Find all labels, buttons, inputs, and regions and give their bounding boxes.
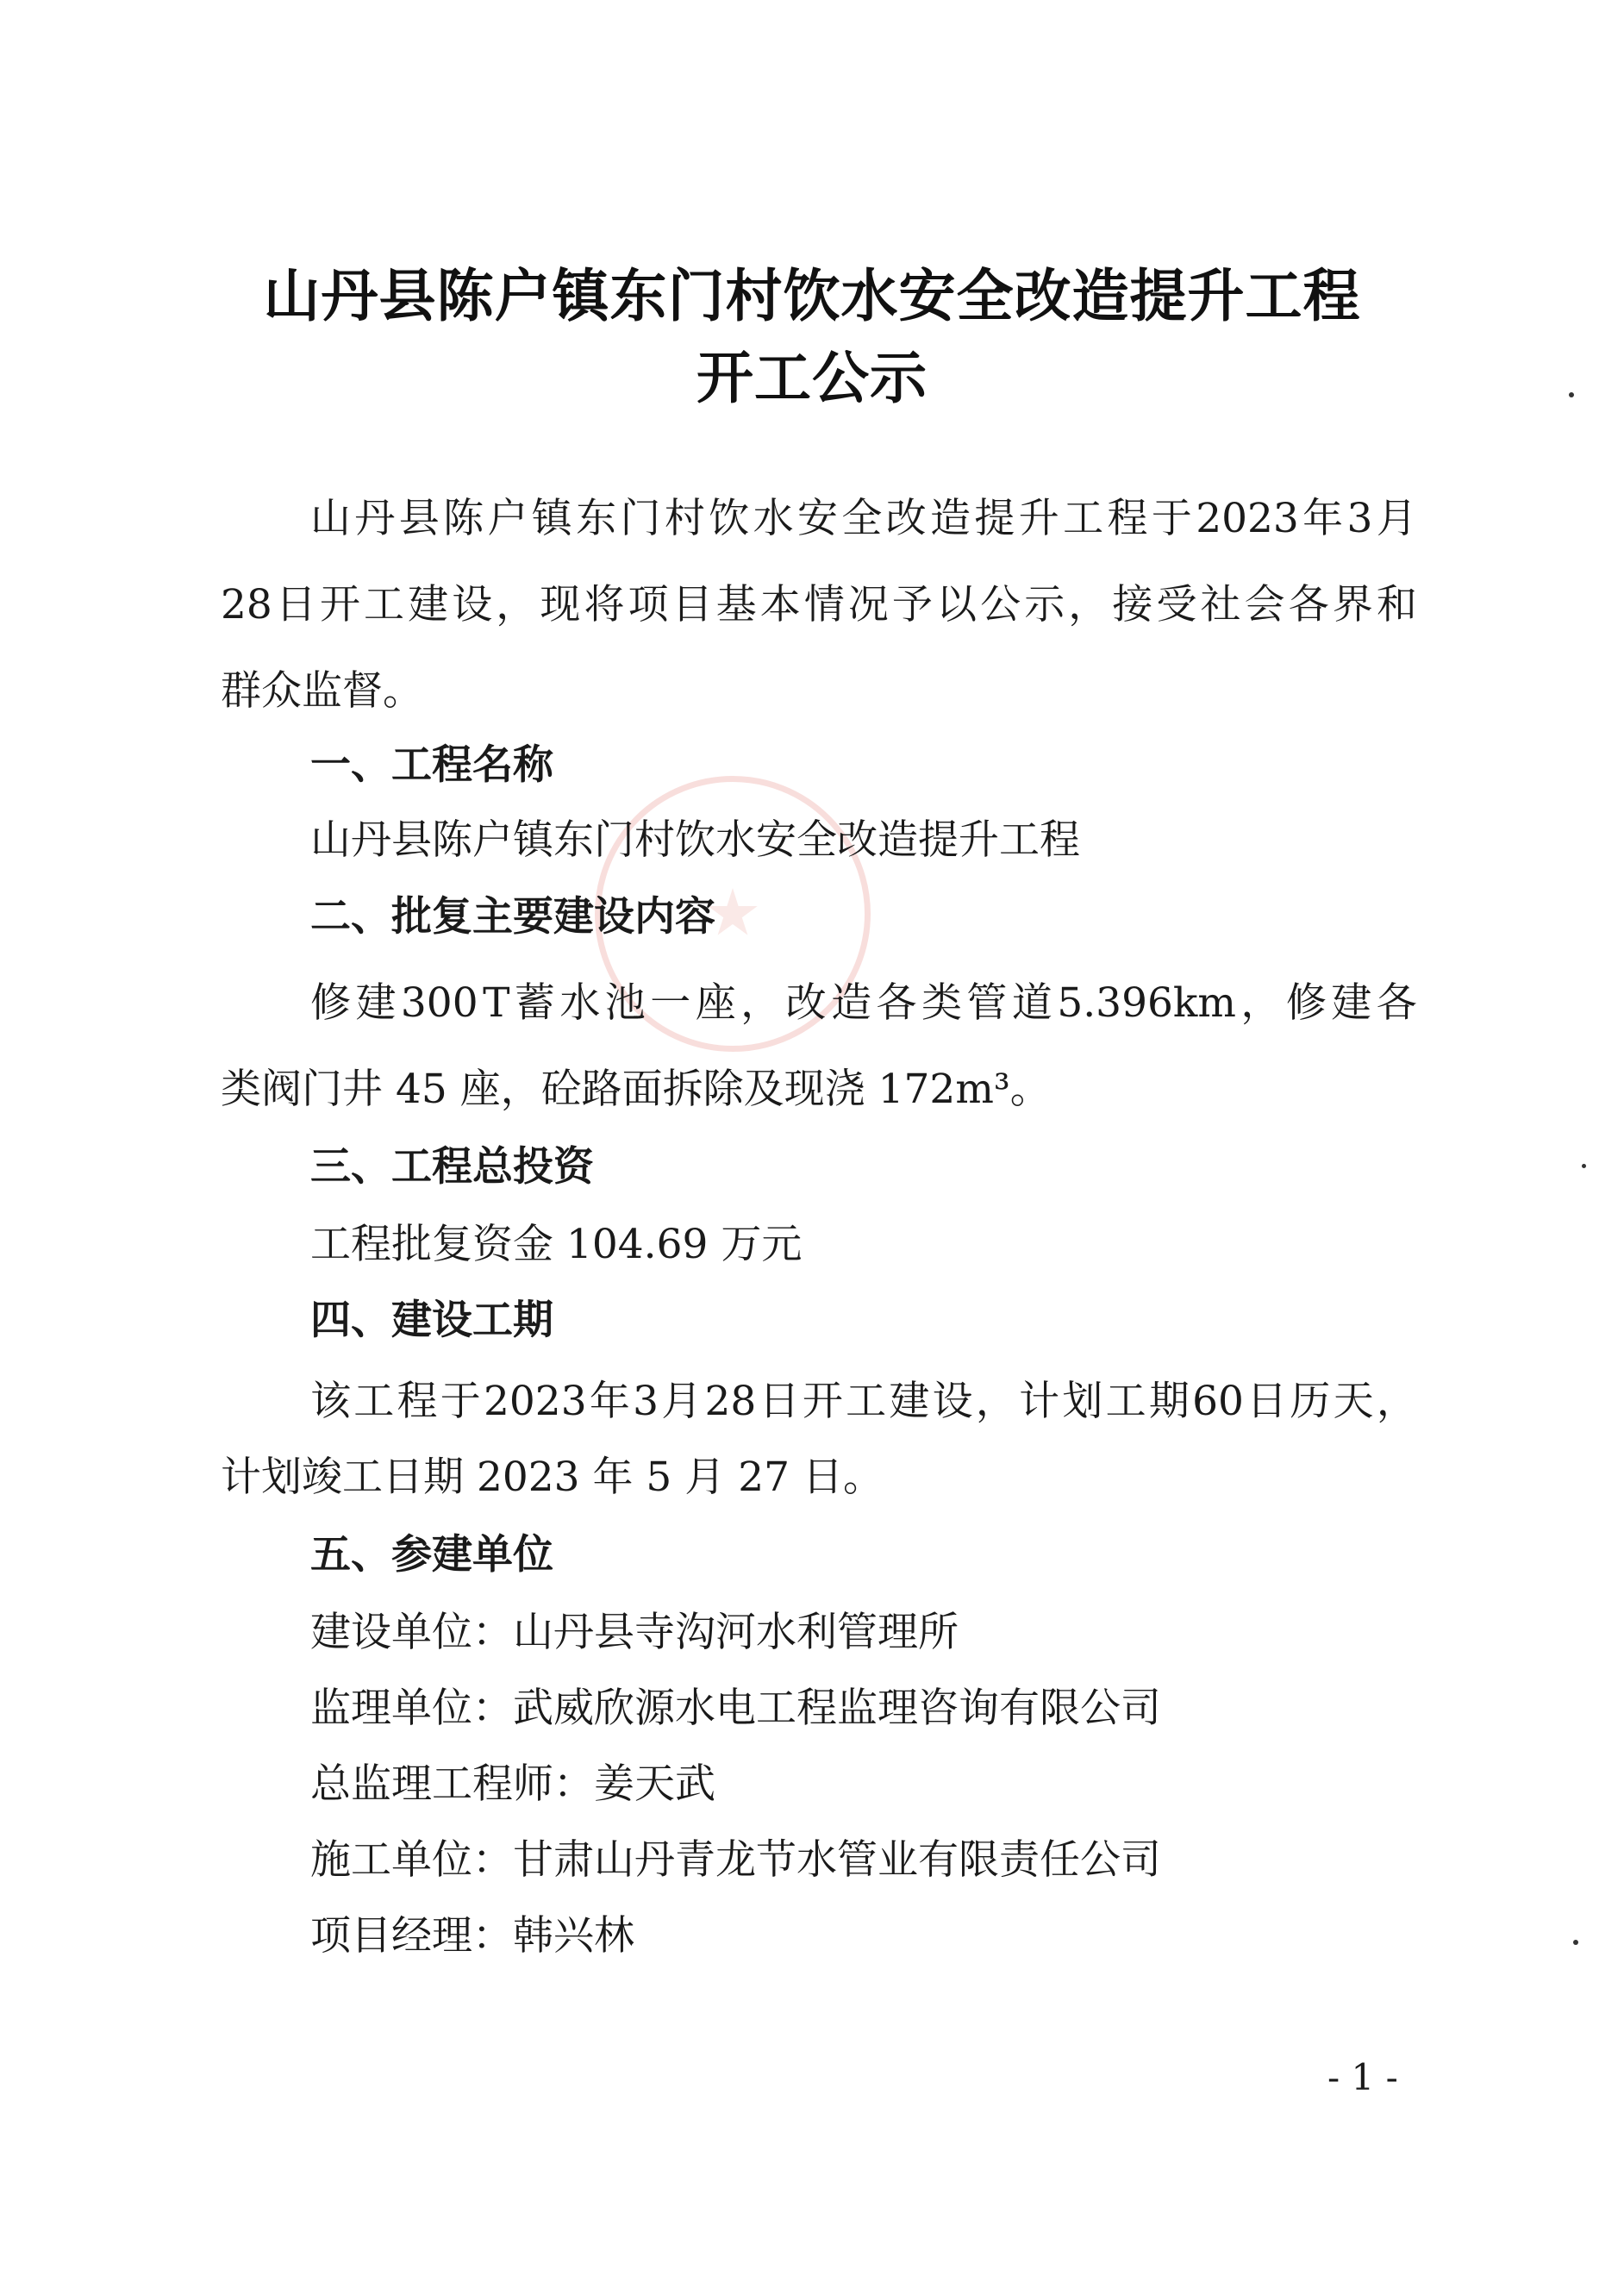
investment-text: 工程批复资金 104.69 万元: [310, 1221, 803, 1268]
section-heading-total-investment: 三、工程总投资: [310, 1143, 594, 1191]
supervision-unit: 监理单位：武威欣源水电工程监理咨询有限公司: [310, 1685, 1161, 1732]
intro-line-3: 群众监督。: [221, 667, 423, 715]
project-manager: 项目经理：韩兴林: [310, 1912, 634, 1960]
section-heading-project-name: 一、工程名称: [310, 741, 553, 789]
intro-line-1: 山 丹 县 陈 户 镇 东 门 村 饮 水 安 全 改 造 提 升 工 程 于 2023 年 3 月: [310, 495, 1417, 542]
construction-content-line-1: 修 建 300 T 蓄 水 池 一 座 ， 改 造 各 类 管 道 5.396km ， 修 建 各: [310, 979, 1417, 1027]
document-title-line2: 开工公示: [696, 344, 928, 411]
chief-supervising-engineer: 总监理工程师：姜天武: [310, 1760, 715, 1808]
section-heading-construction-period: 四、建设工期: [310, 1297, 553, 1344]
scan-speck: [1582, 1164, 1586, 1168]
section-heading-construction-content: 二、批复主要建设内容: [310, 893, 715, 941]
project-name-text: 山丹县陈户镇东门村饮水安全改造提升工程: [310, 816, 1080, 864]
scan-speck: [1573, 1940, 1578, 1945]
section-heading-participating-units: 五、参建单位: [310, 1531, 553, 1579]
contractor-unit: 施工单位：甘肃山丹青龙节水管业有限责任公司: [310, 1836, 1161, 1884]
intro-line-2: 28 日 开 工 建 设 ， 现 将 项 目 基 本 情 况 予 以 公 示 ， 接 受 社 会 各 界 和: [221, 581, 1417, 628]
document-title-line1: 山丹县陈户镇东门村饮水安全改造提升工程: [263, 262, 1361, 329]
construction-unit: 建设单位：山丹县寺沟河水利管理所: [310, 1609, 959, 1656]
page-number: - 1 -: [1327, 2056, 1398, 2098]
scan-speck: [1569, 392, 1574, 397]
construction-content-line-2: 类阀门井 45 座，砼路面拆除及现浇 172m³。: [221, 1066, 1051, 1113]
period-line-2: 计划竣工日期 2023 年 5 月 27 日。: [221, 1454, 884, 1501]
period-line-1: 该 工 程 于 2023 年 3 月 28 日 开 工 建 设 ， 计 划 工 期 60 日 历 天 ，: [310, 1378, 1417, 1425]
